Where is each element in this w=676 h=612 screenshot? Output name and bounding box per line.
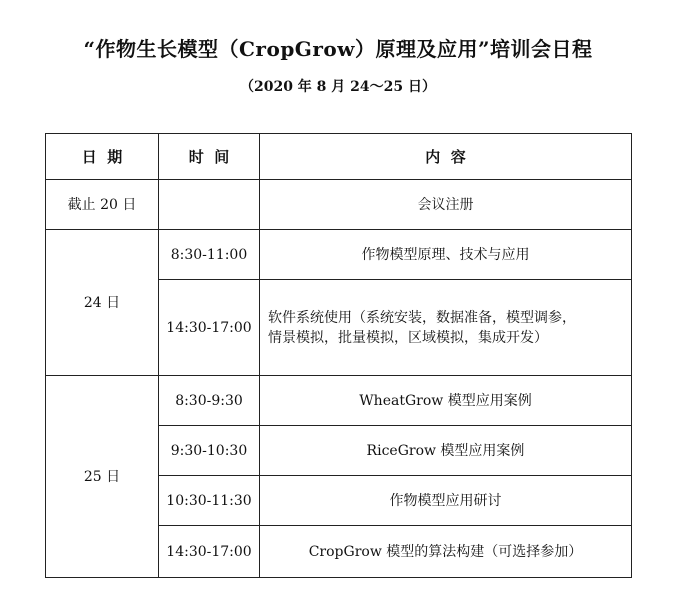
- content-line: 软件系统使用（系统安装，数据准备，模型调参，: [268, 309, 576, 326]
- document-title: “作物生长模型（CropGrow）原理及应用”培训会日程: [83, 37, 593, 61]
- date-cell-25: 25 日: [46, 376, 159, 578]
- content-cell: RiceGrow 模型应用案例: [260, 426, 632, 476]
- schedule-table: [45, 133, 632, 578]
- content-cell: 会议注册: [260, 180, 632, 230]
- content-cell: 作物模型应用研讨: [260, 476, 632, 526]
- time-cell: 10:30-11:30: [159, 476, 260, 526]
- content-cell: [260, 280, 632, 376]
- content-line: 情景模拟，批量模拟，区域模拟，集成开发）: [268, 329, 548, 346]
- table-header-row: [46, 134, 632, 180]
- time-cell: 8:30-9:30: [159, 376, 260, 426]
- date-cell-24: 24 日: [46, 230, 159, 376]
- table-row-registration: [46, 180, 632, 230]
- time-cell: 14:30-17:00: [159, 280, 260, 376]
- header-content: 内 容: [260, 134, 632, 180]
- time-cell: 14:30-17:00: [159, 526, 260, 578]
- content-cell: 作物模型原理、技术与应用: [260, 230, 632, 280]
- table-row: [46, 376, 632, 426]
- date-cell: 截止 20 日: [46, 180, 159, 230]
- content-cell: WheatGrow 模型应用案例: [260, 376, 632, 426]
- document-subtitle: （2020 年 8 月 24～25 日）: [239, 79, 437, 95]
- content-cell: CropGrow 模型的算法构建（可选择参加）: [260, 526, 632, 578]
- table-row: [46, 230, 632, 280]
- time-cell: 9:30-10:30: [159, 426, 260, 476]
- time-cell: 8:30-11:00: [159, 230, 260, 280]
- header-time: 时 间: [159, 134, 260, 180]
- header-date: 日 期: [46, 134, 159, 180]
- time-cell: [159, 180, 260, 230]
